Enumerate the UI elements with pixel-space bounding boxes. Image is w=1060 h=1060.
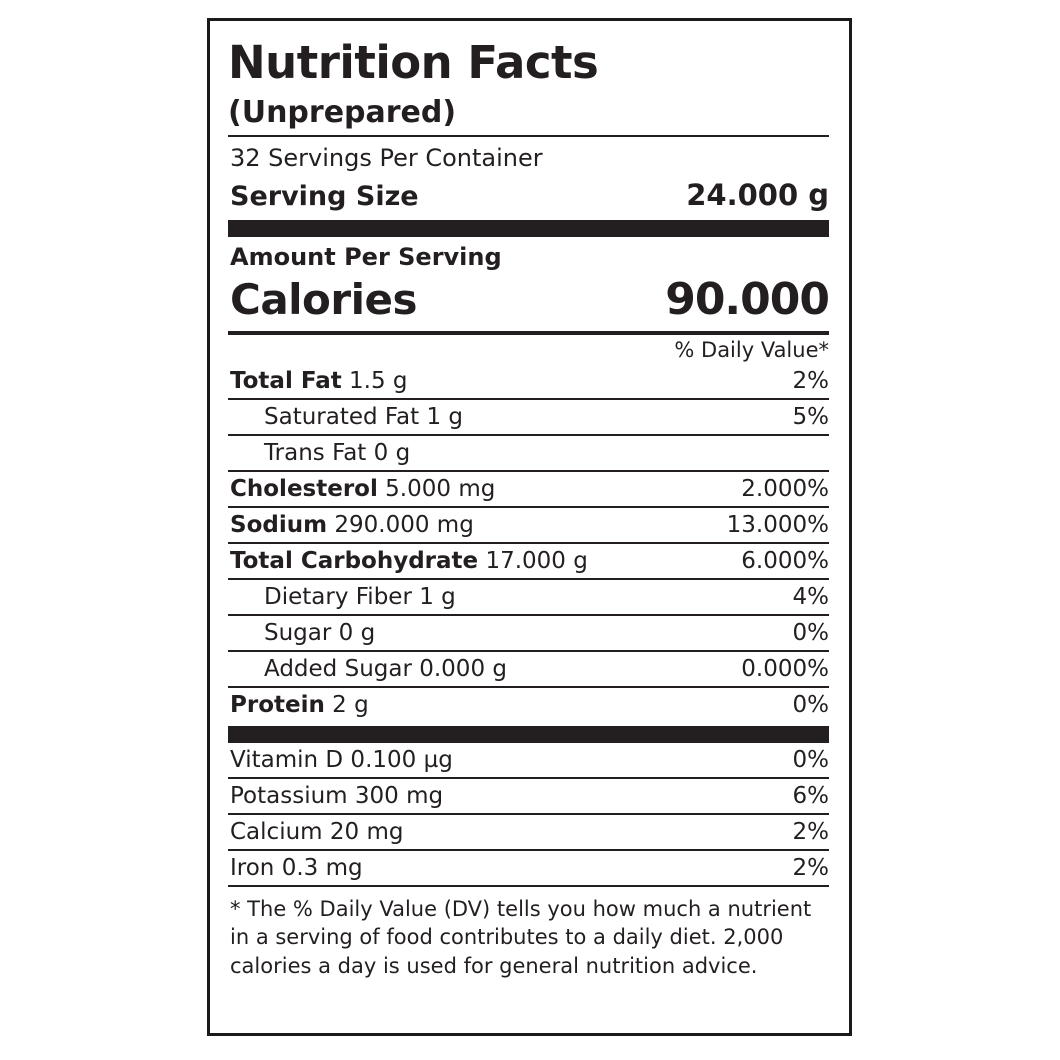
nutrient-daily-value: 6%: [792, 783, 829, 810]
nutrient-row: [228, 815, 829, 851]
preparation-state-subtitle: (Unprepared): [228, 94, 457, 130]
nutrient-label: Protein: [230, 692, 325, 719]
nutrient-amount: 17.000 g: [478, 548, 588, 575]
nutrient-list: [228, 364, 829, 722]
nutrient-name: [230, 584, 456, 610]
divider-thick-top: [228, 220, 829, 237]
nutrient-label: Total Carbohydrate: [230, 548, 479, 575]
calories-row: [228, 273, 829, 328]
page-title: Nutrition Facts: [228, 36, 599, 89]
nutrient-daily-value: 4%: [792, 584, 829, 611]
nutrient-name: [230, 620, 375, 646]
nutrient-row: [228, 544, 829, 580]
nutrient-amount: 1 g: [419, 404, 464, 431]
nutrient-daily-value: 2%: [792, 368, 829, 395]
nutrient-amount: 20 mg: [322, 819, 404, 846]
nutrient-amount: 0 g: [366, 440, 411, 467]
nutrient-name: [230, 476, 495, 502]
nutrient-row: [228, 472, 829, 508]
nutrient-label: Sugar: [264, 620, 332, 647]
nutrient-row: [228, 688, 829, 722]
nutrient-name: [230, 404, 463, 430]
serving-size-row: [228, 176, 829, 216]
nutrient-label: Cholesterol: [230, 476, 378, 503]
nutrient-daily-value: 6.000%: [741, 548, 829, 575]
calories-value: 90.000: [665, 274, 829, 326]
nutrient-name: [230, 656, 507, 682]
nutrient-amount: 290.000 mg: [327, 512, 474, 539]
nutrient-name: [230, 747, 453, 773]
nutrient-name: [230, 512, 474, 538]
nutrient-daily-value: 2%: [792, 819, 829, 846]
nutrient-name: [230, 783, 443, 809]
nutrient-daily-value: 0%: [792, 620, 829, 647]
nutrient-amount: 0.000 g: [411, 656, 507, 683]
nutrient-row: [228, 436, 829, 472]
nutrient-label: Added Sugar: [264, 656, 412, 683]
nutrient-name: [230, 819, 403, 845]
nutrient-label: Potassium: [230, 783, 348, 810]
nutrient-label: Saturated Fat: [264, 404, 420, 431]
nutrient-name: [230, 548, 588, 574]
nutrient-daily-value: 2%: [792, 855, 829, 882]
nutrient-row: [228, 616, 829, 652]
daily-value-footnote: * The % Daily Value (DV) tells you how much a nutrient in a serving of food contributes to a daily diet. 2,000 calories a day is used for general nutrition advice.: [228, 885, 829, 980]
nutrient-daily-value: 2.000%: [741, 476, 829, 503]
nutrient-label: Sodium: [230, 512, 328, 539]
nutrient-amount: 0 g: [331, 620, 376, 647]
servings-per-container: 32 Servings Per Container: [230, 143, 543, 172]
nutrient-name: [230, 368, 408, 394]
nutrient-name: [230, 855, 363, 881]
nutrient-label: Vitamin D: [230, 747, 344, 774]
calories-label: Calories: [230, 275, 418, 325]
nutrient-label: Calcium: [230, 819, 323, 846]
nutrient-row: [228, 743, 829, 779]
amount-per-serving-label: Amount Per Serving: [230, 243, 502, 272]
nutrient-daily-value: 0.000%: [741, 656, 829, 683]
nutrient-amount: 2 g: [324, 692, 369, 719]
nutrient-amount: 5.000 mg: [377, 476, 496, 503]
nutrient-row: [228, 580, 829, 616]
nutrient-row: [228, 400, 829, 436]
daily-value-header: % Daily Value*: [674, 338, 829, 363]
nutrient-name: [230, 692, 369, 718]
nutrient-row: [228, 779, 829, 815]
micronutrient-list: [228, 743, 829, 885]
nutrient-row: [228, 508, 829, 544]
nutrient-daily-value: 13.000%: [726, 512, 829, 539]
nutrient-label: Iron: [230, 855, 275, 882]
nutrient-daily-value: 0%: [792, 747, 829, 774]
nutrient-daily-value: 5%: [792, 404, 829, 431]
nutrition-facts-panel: [207, 18, 852, 1036]
nutrient-daily-value: 0%: [792, 692, 829, 719]
divider-thick-bottom: [228, 726, 829, 743]
nutrient-amount: 1 g: [411, 584, 456, 611]
nutrient-label: Trans Fat: [264, 440, 367, 467]
nutrient-amount: 1.5 g: [341, 368, 408, 395]
nutrient-row: [228, 652, 829, 688]
nutrient-amount: 0.100 µg: [343, 747, 453, 774]
nutrient-label: Dietary Fiber: [264, 584, 412, 611]
nutrient-name: [230, 440, 410, 466]
serving-size-label: Serving Size: [230, 181, 419, 213]
nutrient-amount: 300 mg: [347, 783, 444, 810]
nutrient-amount: 0.3 mg: [274, 855, 363, 882]
nutrient-label: Total Fat: [230, 368, 342, 395]
nutrient-row: [228, 364, 829, 400]
serving-size-value: 24.000 g: [686, 178, 829, 213]
nutrient-row: [228, 851, 829, 885]
